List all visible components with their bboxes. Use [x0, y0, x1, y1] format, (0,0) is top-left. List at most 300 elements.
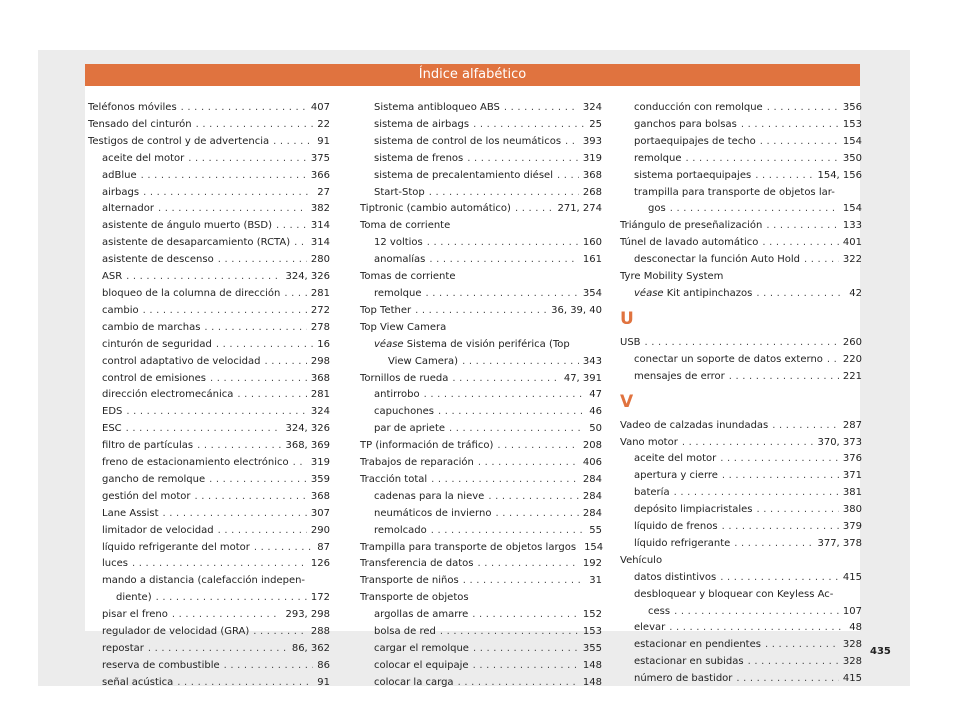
- index-entry: [620, 369, 862, 386]
- dot-leader: [158, 201, 307, 218]
- index-entry-page: 343: [582, 355, 602, 367]
- index-entry: [360, 573, 602, 590]
- index-entry-page: 319: [582, 152, 602, 164]
- dot-leader: [429, 185, 579, 202]
- index-entry-term: apertura y cierre: [634, 470, 718, 482]
- index-entry: [88, 421, 330, 438]
- index-entry: [360, 117, 602, 134]
- index-entry-page: 368: [310, 490, 330, 502]
- dot-leader: [427, 235, 579, 252]
- dot-leader: [497, 438, 579, 455]
- index-column-2: [360, 100, 602, 692]
- index-entry: [88, 286, 330, 303]
- index-entry-page: 86: [317, 659, 330, 671]
- index-entry: [360, 438, 602, 455]
- index-entry-term: señal acústica: [102, 676, 174, 688]
- dot-leader: [472, 607, 579, 624]
- index-entry-term: pisar el freno: [102, 609, 168, 621]
- index-entry-page: 307: [310, 507, 330, 519]
- index-entry: [360, 303, 602, 320]
- index-entry-page: 91: [317, 135, 330, 147]
- index-entry-term: Lane Assist: [102, 507, 159, 519]
- dot-leader: [126, 404, 307, 421]
- index-entry-term: bolsa de red: [374, 626, 436, 638]
- index-entry: [88, 269, 330, 286]
- index-entry: [360, 134, 602, 151]
- index-entry: [88, 523, 330, 540]
- dot-leader: [729, 369, 839, 386]
- index-entry-term: Testigos de control y de advertencia: [88, 135, 270, 147]
- index-entry-term: elevar: [634, 622, 666, 634]
- dot-leader: [224, 658, 314, 675]
- dot-leader: [756, 286, 845, 303]
- dot-leader: [458, 675, 579, 692]
- index-entry-page: 314: [310, 220, 330, 232]
- index-entry-page: 415: [842, 571, 862, 583]
- dot-leader: [284, 286, 307, 303]
- index-entry-term: gestión del motor: [102, 490, 191, 502]
- index-entry: [620, 451, 862, 468]
- index-entry-term: cambio de marchas: [102, 321, 201, 333]
- index-entry: [88, 100, 330, 117]
- index-entry-term: luces: [102, 558, 128, 570]
- index-entry: [360, 421, 602, 438]
- index-entry-term: Sistema antibloqueo ABS: [374, 102, 500, 113]
- index-entry-term: gancho de remolque: [102, 473, 206, 485]
- dot-leader: [429, 252, 579, 269]
- dot-leader: [431, 523, 585, 540]
- index-entry-term: reserva de combustible: [102, 659, 220, 671]
- dot-leader: [273, 134, 313, 151]
- dot-leader: [132, 556, 307, 573]
- index-entry: [360, 168, 602, 185]
- dot-leader: [748, 654, 839, 671]
- dot-leader: [181, 100, 307, 117]
- index-entry-page: 319: [310, 457, 330, 469]
- index-entry-term: sistema de frenos: [374, 152, 464, 164]
- index-entry-page: 324: [582, 102, 602, 113]
- index-entry-term: control de emisiones: [102, 372, 206, 384]
- index-entry: [360, 472, 602, 489]
- section-letter: U: [620, 308, 634, 329]
- index-entry: [88, 675, 330, 692]
- index-entry-term: Transferencia de datos: [360, 558, 474, 570]
- dot-leader: [431, 472, 579, 489]
- index-entry-term: conducción con remolque: [634, 102, 763, 113]
- page-number: 435: [870, 646, 891, 657]
- index-entry-page: 380: [842, 504, 862, 516]
- index-entry-term: desconectar la función Auto Hold: [634, 254, 801, 266]
- index-entry: [88, 117, 330, 134]
- index-entry-page: 324: [310, 406, 330, 418]
- index-entry-term: cambio: [102, 304, 139, 316]
- dot-leader: [415, 303, 547, 320]
- index-entry: [88, 252, 330, 269]
- index-entry-page: 220: [842, 353, 862, 365]
- index-entry-term: alternador: [102, 203, 154, 215]
- index-entry-term: ESC: [102, 423, 122, 435]
- index-entry-term: conectar un soporte de datos externo: [634, 353, 823, 365]
- index-entry-page: 36, 39, 40: [551, 304, 602, 316]
- index-entry: [88, 404, 330, 421]
- index-entry: [620, 468, 862, 485]
- index-entry-page: 350: [842, 152, 862, 164]
- index-entry-page: 172: [310, 592, 330, 604]
- section-letter: V: [620, 391, 634, 412]
- index-entry-term: sistema de precalentamiento diésel: [374, 169, 553, 181]
- dot-leader: [557, 168, 579, 185]
- index-entry: [620, 485, 862, 502]
- index-heading: Top View Camera: [360, 321, 447, 333]
- dot-leader: [188, 151, 307, 168]
- index-entry-term: Trampilla para transporte de objetos largos: [360, 541, 577, 553]
- dot-leader: [473, 117, 585, 134]
- index-entry: [88, 641, 330, 658]
- index-entry: [620, 418, 862, 435]
- index-heading: Transporte de objetos: [360, 592, 469, 604]
- index-entry-term: antirrobo: [374, 389, 420, 401]
- dot-leader: [426, 286, 579, 303]
- index-heading: trampilla para transporte de objetos lar-: [634, 186, 835, 198]
- index-entry: [620, 654, 862, 671]
- dot-leader: [755, 168, 813, 185]
- index-entry-page: 192: [582, 558, 602, 570]
- index-entry: [88, 151, 330, 168]
- index-entry: [360, 675, 602, 692]
- dot-leader: [452, 371, 559, 388]
- index-entry-term: Trabajos de reparación: [360, 457, 474, 469]
- index-entry: [620, 151, 862, 168]
- index-entry-page: 379: [842, 521, 862, 533]
- index-entry-page: 382: [310, 203, 330, 215]
- index-entry: [360, 624, 602, 641]
- dot-leader: [741, 117, 839, 134]
- index-entry-page: 272: [310, 304, 330, 316]
- index-entry-term: Tensado del cinturón: [88, 118, 192, 130]
- index-entry: [360, 387, 602, 404]
- dot-leader: [438, 404, 585, 421]
- index-entry: [620, 168, 862, 185]
- index-entry-term: líquido refrigerante del motor: [102, 541, 250, 553]
- index-entry: [88, 320, 330, 337]
- index-entry-term: estacionar en pendientes: [634, 639, 761, 651]
- index-entry: [620, 570, 862, 587]
- index-entry-term: remolcado: [374, 524, 427, 536]
- index-entry-page: 368: [310, 372, 330, 384]
- dot-leader: [195, 489, 307, 506]
- index-entry-page: 359: [310, 473, 330, 485]
- index-entry-page: 406: [582, 457, 602, 469]
- index-entry-page: 91: [317, 676, 330, 688]
- dot-leader: [463, 573, 586, 590]
- index-entry-page: 221: [842, 370, 862, 382]
- index-entry: [88, 658, 330, 675]
- index-entry: [88, 387, 330, 404]
- index-entry: [620, 620, 862, 637]
- index-entry-term: ganchos para bolsas: [634, 118, 737, 130]
- index-entry: [620, 604, 862, 621]
- index-entry-page: 48: [849, 622, 862, 634]
- index-entry: [360, 540, 602, 557]
- dot-leader: [722, 468, 839, 485]
- index-entry-term: regulador de velocidad (GRA): [102, 626, 250, 638]
- dot-leader: [163, 506, 307, 523]
- index-entry-page: 148: [582, 659, 602, 671]
- index-entry-term: ASR: [102, 271, 123, 283]
- index-entry-term: Túnel de lavado automático: [620, 237, 759, 249]
- index-entry-page: 377, 378: [817, 537, 862, 549]
- index-entry-page: 368, 369: [285, 440, 330, 452]
- dot-leader: [440, 624, 579, 641]
- dot-leader: [209, 472, 307, 489]
- index-entry: [360, 185, 602, 202]
- index-entry-page: 290: [310, 524, 330, 536]
- index-entry-term: capuchones: [374, 406, 434, 418]
- index-entry-term: bloqueo de la columna de dirección: [102, 287, 281, 299]
- index-entry: [360, 286, 602, 303]
- dot-leader: [254, 540, 313, 557]
- dot-leader: [827, 352, 839, 369]
- index-entry-page: 154, 156: [817, 169, 862, 181]
- index-entry-page: 160: [582, 237, 602, 249]
- dot-leader: [449, 421, 585, 438]
- dot-leader: [504, 100, 579, 117]
- dot-leader: [424, 387, 586, 404]
- dot-leader: [734, 536, 813, 553]
- index-entry-page: 314: [310, 237, 330, 249]
- index-heading: mando a distancia (calefacción indepen-: [102, 575, 306, 587]
- index-entry-page: 415: [842, 673, 862, 685]
- index-entry: [88, 303, 330, 320]
- index-entry-term: número de bastidor: [634, 673, 733, 685]
- index-entry-term: asistente de ángulo muerto (BSD): [102, 220, 272, 232]
- dot-leader: [722, 519, 839, 536]
- index-entry: [360, 658, 602, 675]
- index-entry: [88, 438, 330, 455]
- index-entry: [620, 352, 862, 369]
- index-entry: [88, 134, 330, 151]
- index-entry: [620, 671, 862, 688]
- index-entry: [360, 404, 602, 421]
- index-entry-page: 281: [310, 287, 330, 299]
- index-entry-term: Teléfonos móviles: [88, 102, 177, 113]
- index-entry: [620, 201, 862, 218]
- index-entry-page: 46: [589, 406, 602, 418]
- index-entry-term: argollas de amarre: [374, 609, 469, 621]
- index-entry: [360, 607, 602, 624]
- index-column-1: [88, 100, 330, 692]
- index-entry-page: 366: [310, 169, 330, 181]
- index-entry-term: Vadeo de calzadas inundadas: [620, 419, 769, 431]
- index-entry-term: mensajes de error: [634, 370, 725, 382]
- dot-leader: [143, 185, 313, 202]
- index-entry: [620, 519, 862, 536]
- index-entry-page: 375: [310, 152, 330, 164]
- dot-leader: [488, 489, 579, 506]
- index-heading: Vehículo: [620, 554, 663, 566]
- dot-leader: [670, 201, 839, 218]
- index-entry-term: colocar el equipaje: [374, 659, 469, 671]
- index-entry-term: asistente de descenso: [102, 254, 214, 266]
- index-entry-term: remolque: [634, 152, 682, 164]
- dot-leader: [253, 624, 307, 641]
- see-reference-prefix: véase: [374, 338, 404, 350]
- dot-leader: [126, 269, 281, 286]
- index-entry-term: airbags: [102, 186, 140, 198]
- index-entry: [88, 556, 330, 573]
- index-entry: [88, 185, 330, 202]
- index-entry-page: 271, 274: [557, 203, 602, 215]
- index-entry: [88, 624, 330, 641]
- dot-leader: [473, 641, 579, 658]
- index-entry-page: 22: [317, 118, 330, 130]
- index-entry-page: 148: [582, 676, 602, 688]
- index-entry: [620, 117, 862, 134]
- dot-leader: [736, 671, 839, 688]
- index-entry-page: 324, 326: [285, 423, 330, 435]
- index-entry: [620, 286, 862, 303]
- dot-leader: [495, 506, 578, 523]
- index-entry: [360, 455, 602, 472]
- index-entry-term: estacionar en subidas: [634, 656, 744, 668]
- index-entry-page: 27: [317, 186, 330, 198]
- index-entry-term: gos: [648, 203, 666, 215]
- index-entry: [620, 134, 862, 151]
- index-entry-page: 154: [584, 541, 604, 553]
- dot-leader: [218, 523, 307, 540]
- dot-leader: [204, 320, 307, 337]
- dot-leader: [762, 235, 839, 252]
- index-entry-term: aceite del motor: [634, 453, 717, 465]
- index-entry-term: View Camera): [388, 355, 459, 367]
- index-entry-term: filtro de partículas: [102, 440, 194, 452]
- page-title: Índice alfabético: [85, 64, 860, 86]
- index-entry-page: 284: [582, 507, 602, 519]
- dot-leader: [143, 303, 307, 320]
- dot-leader: [156, 590, 307, 607]
- dot-leader: [462, 354, 579, 371]
- index-entry: [360, 523, 602, 540]
- index-entry-page: 356: [842, 102, 862, 113]
- index-entry: [88, 455, 330, 472]
- dot-leader: [720, 451, 839, 468]
- index-entry: [360, 371, 602, 388]
- index-entry-page: 31: [589, 575, 602, 587]
- index-entry: [88, 235, 330, 252]
- dot-leader: [772, 418, 839, 435]
- index-entry: [620, 335, 862, 352]
- dot-leader: [237, 387, 307, 404]
- index-entry-term: repostar: [102, 643, 144, 654]
- index-entry-term: Tiptronic (cambio automático): [360, 203, 511, 215]
- dot-leader: [126, 421, 282, 438]
- index-entry-page: 355: [582, 643, 602, 654]
- index-entry-term: 12 voltios: [374, 237, 423, 249]
- index-entry: [88, 371, 330, 388]
- index-entry-term: freno de estacionamiento electrónico: [102, 457, 289, 469]
- index-entry-page: 371: [842, 470, 862, 482]
- index-entry-term: control adaptativo de velocidad: [102, 355, 261, 367]
- index-entry-term: anomalías: [374, 254, 426, 266]
- index-entry-page: 370, 373: [817, 436, 862, 448]
- index-entry-page: 393: [582, 135, 602, 147]
- index-entry: [88, 489, 330, 506]
- dot-leader: [766, 218, 839, 235]
- index-entry: [620, 218, 862, 235]
- index-entry-page: 42: [849, 287, 862, 299]
- dot-leader: [172, 607, 282, 624]
- dot-leader: [720, 570, 839, 587]
- index-entry: [620, 100, 862, 117]
- index-entry-term: USB: [620, 336, 641, 348]
- index-entry-term: diente): [116, 592, 152, 604]
- index-entry-term: datos distintivos: [634, 571, 717, 583]
- index-entry-term: cess: [648, 605, 671, 617]
- index-entry: [360, 151, 602, 168]
- index-heading: Tomas de corriente: [360, 271, 456, 283]
- index-entry-page: 87: [317, 541, 330, 553]
- index-entry-page: 161: [582, 254, 602, 266]
- dot-leader: [565, 134, 579, 151]
- index-entry-term: par de apriete: [374, 423, 446, 435]
- index-entry-page: 260: [842, 336, 862, 348]
- index-entry-page: 133: [842, 220, 862, 232]
- index-entry-page: 47, 391: [563, 372, 602, 384]
- index-entry-term: sistema de control de los neumáticos: [374, 135, 562, 147]
- dot-leader: [218, 252, 307, 269]
- dot-leader: [148, 641, 288, 658]
- index-entry-page: 284: [582, 490, 602, 502]
- index-entry: [620, 252, 862, 269]
- index-entry: [88, 540, 330, 557]
- index-entry-page: 153: [582, 626, 602, 638]
- see-reference-prefix: véase: [634, 287, 664, 299]
- index-entry-term: sistema portaequipajes: [634, 169, 752, 181]
- index-entry-page: 288: [310, 626, 330, 638]
- dot-leader: [804, 252, 839, 269]
- dot-leader: [478, 455, 579, 472]
- dot-leader: [674, 485, 839, 502]
- dot-leader: [515, 201, 554, 218]
- index-entry: [88, 168, 330, 185]
- index-entry: [360, 235, 602, 252]
- index-entry-page: 328: [842, 656, 862, 668]
- index-entry-term: dirección electromecánica: [102, 389, 234, 401]
- dot-leader: [757, 502, 839, 519]
- index-entry-page: 298: [310, 355, 330, 367]
- index-entry-page: 381: [842, 487, 862, 499]
- index-entry-term: líquido de frenos: [634, 521, 718, 533]
- index-entry-page: 324, 326: [285, 271, 330, 283]
- index-entry-term: Start-Stop: [374, 186, 425, 198]
- dot-leader: [467, 151, 579, 168]
- index-entry-term: líquido refrigerante: [634, 537, 731, 549]
- dot-leader: [760, 134, 839, 151]
- index-entry-term: remolque: [374, 287, 422, 299]
- index-entry: [620, 435, 862, 452]
- index-heading: desbloquear y bloquear con Keyless Ac-: [634, 588, 834, 600]
- dot-leader: [645, 335, 839, 352]
- index-entry-page: 86, 362: [291, 643, 330, 654]
- index-entry-page: 268: [582, 186, 602, 198]
- index-entry-page: 153: [842, 118, 862, 130]
- index-entry-term: batería: [634, 487, 670, 499]
- index-entry-page: 55: [589, 524, 602, 536]
- dot-leader: [477, 556, 578, 573]
- index-entry-term: depósito limpiacristales: [634, 504, 753, 516]
- dot-leader: [765, 637, 839, 654]
- dot-leader: [294, 235, 307, 252]
